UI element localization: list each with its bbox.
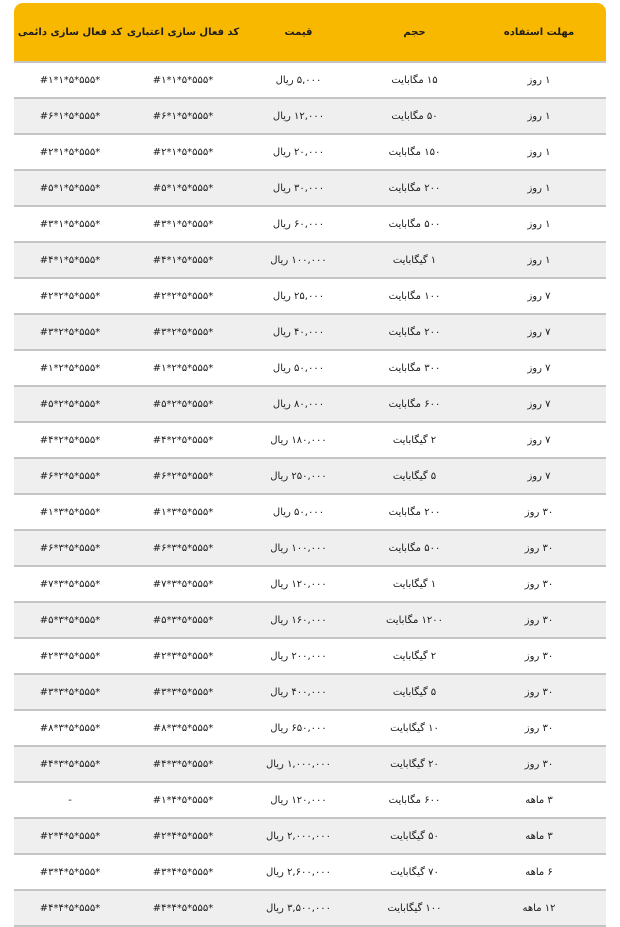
price-cell: ۵۰,۰۰۰ ریال (240, 494, 357, 530)
table-row (14, 62, 606, 98)
table-row (14, 710, 606, 746)
table-row (14, 890, 606, 926)
price-cell: ۱۲۰,۰۰۰ ریال (240, 782, 357, 818)
credit-code-cell: #۳*۳*۵*۵۵۵* (126, 674, 240, 710)
credit-code-cell: #۳*۴*۵*۵۵۵* (126, 854, 240, 890)
price-cell: ۱۸۰,۰۰۰ ریال (240, 422, 357, 458)
volume-cell: ۵ گیگابایت (357, 674, 472, 710)
duration-cell: ۳۰ روز (472, 530, 606, 566)
table-row (14, 350, 606, 386)
price-cell: ۲۵۰,۰۰۰ ریال (240, 458, 357, 494)
permanent-code-cell: #۷*۳*۵*۵۵۵* (14, 566, 126, 602)
volume-cell: ۶۰۰ مگابایت (357, 782, 472, 818)
table-row (14, 314, 606, 350)
duration-cell: ۷ روز (472, 278, 606, 314)
duration-cell: ۳۰ روز (472, 710, 606, 746)
table-row (14, 854, 606, 890)
permanent-code-cell: #۳*۲*۵*۵۵۵* (14, 314, 126, 350)
permanent-code-cell: #۵*۲*۵*۵۵۵* (14, 386, 126, 422)
price-cell: ۸۰,۰۰۰ ریال (240, 386, 357, 422)
duration-cell: ۶ ماهه (472, 854, 606, 890)
duration-cell: ۷ روز (472, 386, 606, 422)
price-cell: ۴۰۰,۰۰۰ ریال (240, 674, 357, 710)
price-cell: ۱۶۰,۰۰۰ ریال (240, 602, 357, 638)
table-row (14, 170, 606, 206)
duration-cell: ۱ روز (472, 134, 606, 170)
volume-cell: ۲۰ گیگابایت (357, 746, 472, 782)
price-cell: ۱۰۰,۰۰۰ ریال (240, 530, 357, 566)
table-row (14, 638, 606, 674)
volume-cell: ۶۰۰ مگابایت (357, 386, 472, 422)
duration-cell: ۳۰ روز (472, 638, 606, 674)
table-row (14, 242, 606, 278)
duration-cell: ۱ روز (472, 206, 606, 242)
price-cell: ۳۰,۰۰۰ ریال (240, 170, 357, 206)
permanent-code-cell: #۶*۲*۵*۵۵۵* (14, 458, 126, 494)
credit-code-cell: #۱*۲*۵*۵۵۵* (126, 350, 240, 386)
duration-cell: ۱ روز (472, 62, 606, 98)
permanent-code-cell: #۲*۲*۵*۵۵۵* (14, 278, 126, 314)
duration-cell: ۱ روز (472, 98, 606, 134)
credit-code-cell: #۳*۲*۵*۵۵۵* (126, 314, 240, 350)
volume-cell: ۵ گیگابایت (357, 458, 472, 494)
duration-cell: ۷ روز (472, 458, 606, 494)
duration-cell: ۳۰ روز (472, 602, 606, 638)
price-cell: ۱,۰۰۰,۰۰۰ ریال (240, 746, 357, 782)
volume-cell: ۱۰۰ مگابایت (357, 278, 472, 314)
credit-code-cell: #۲*۴*۵*۵۵۵* (126, 818, 240, 854)
table-row (14, 566, 606, 602)
volume-cell: ۱ گیگابایت (357, 242, 472, 278)
permanent-code-cell: #۳*۱*۵*۵۵۵* (14, 206, 126, 242)
price-cell: ۱۰۰,۰۰۰ ریال (240, 242, 357, 278)
duration-cell: ۳۰ روز (472, 746, 606, 782)
price-cell: ۲,۰۰۰,۰۰۰ ریال (240, 818, 357, 854)
permanent-code-cell: #۴*۱*۵*۵۵۵* (14, 242, 126, 278)
credit-code-cell: #۴*۱*۵*۵۵۵* (126, 242, 240, 278)
permanent-code-cell: #۲*۴*۵*۵۵۵* (14, 818, 126, 854)
table-row (14, 494, 606, 530)
header-duration: مهلت استفاده (472, 3, 606, 62)
price-cell: ۵,۰۰۰ ریال (240, 62, 357, 98)
table-row (14, 422, 606, 458)
volume-cell: ۱۰ گیگابایت (357, 710, 472, 746)
permanent-code-cell: #۴*۲*۵*۵۵۵* (14, 422, 126, 458)
credit-code-cell: #۴*۴*۵*۵۵۵* (126, 890, 240, 926)
table-row (14, 98, 606, 134)
volume-cell: ۱ گیگابایت (357, 566, 472, 602)
price-cell: ۶۰,۰۰۰ ریال (240, 206, 357, 242)
duration-cell: ۷ روز (472, 314, 606, 350)
table-row (14, 674, 606, 710)
price-cell: ۶۵۰,۰۰۰ ریال (240, 710, 357, 746)
table-body (14, 62, 606, 926)
table-row (14, 206, 606, 242)
permanent-code-cell: #۵*۱*۵*۵۵۵* (14, 170, 126, 206)
permanent-code-cell: #۴*۴*۵*۵۵۵* (14, 890, 126, 926)
table-row (14, 530, 606, 566)
credit-code-cell: #۲*۳*۵*۵۵۵* (126, 638, 240, 674)
volume-cell: ۳۰۰ مگابایت (357, 350, 472, 386)
table-row (14, 458, 606, 494)
volume-cell: ۲۰۰ مگابایت (357, 170, 472, 206)
table-row (14, 782, 606, 818)
permanent-code-cell: #۶*۳*۵*۵۵۵* (14, 530, 126, 566)
permanent-code-cell: #۳*۴*۵*۵۵۵* (14, 854, 126, 890)
permanent-code-cell: #۶*۱*۵*۵۵۵* (14, 98, 126, 134)
duration-cell: ۷ روز (472, 350, 606, 386)
permanent-code-cell: #۱*۳*۵*۵۵۵* (14, 494, 126, 530)
price-cell: ۵۰,۰۰۰ ریال (240, 350, 357, 386)
price-cell: ۱۲۰,۰۰۰ ریال (240, 566, 357, 602)
table-row (14, 386, 606, 422)
credit-code-cell: #۵*۳*۵*۵۵۵* (126, 602, 240, 638)
credit-code-cell: #۲*۱*۵*۵۵۵* (126, 134, 240, 170)
credit-code-cell: #۴*۲*۵*۵۵۵* (126, 422, 240, 458)
volume-cell: ۵۰ مگابایت (357, 98, 472, 134)
duration-cell: ۱ روز (472, 242, 606, 278)
table-row (14, 134, 606, 170)
volume-cell: ۲ گیگابایت (357, 422, 472, 458)
permanent-code-cell: #۱*۲*۵*۵۵۵* (14, 350, 126, 386)
credit-code-cell: #۶*۲*۵*۵۵۵* (126, 458, 240, 494)
table-row (14, 746, 606, 782)
volume-cell: ۵۰۰ مگابایت (357, 530, 472, 566)
volume-cell: ۷۰ گیگابایت (357, 854, 472, 890)
permanent-code-cell: #۱*۱*۵*۵۵۵* (14, 62, 126, 98)
credit-code-cell: #۴*۳*۵*۵۵۵* (126, 746, 240, 782)
volume-cell: ۱۲۰۰ مگابایت (357, 602, 472, 638)
header-volume: حجم (357, 3, 472, 62)
duration-cell: ۳ ماهه (472, 818, 606, 854)
volume-cell: ۲ گیگابایت (357, 638, 472, 674)
table-row (14, 602, 606, 638)
credit-code-cell: #۶*۱*۵*۵۵۵* (126, 98, 240, 134)
volume-cell: ۱۰۰ گیگابایت (357, 890, 472, 926)
volume-cell: ۱۵ مگابایت (357, 62, 472, 98)
duration-cell: ۳۰ روز (472, 674, 606, 710)
credit-code-cell: #۳*۱*۵*۵۵۵* (126, 206, 240, 242)
permanent-code-cell: - (14, 782, 126, 818)
price-cell: ۲,۶۰۰,۰۰۰ ریال (240, 854, 357, 890)
header-permanent-code: کد فعال سازی دائمی (14, 3, 126, 62)
table-row (14, 818, 606, 854)
credit-code-cell: #۱*۱*۵*۵۵۵* (126, 62, 240, 98)
duration-cell: ۳۰ روز (472, 566, 606, 602)
package-table (14, 3, 606, 927)
price-cell: ۳,۵۰۰,۰۰۰ ریال (240, 890, 357, 926)
volume-cell: ۲۰۰ مگابایت (357, 494, 472, 530)
table-row (14, 278, 606, 314)
credit-code-cell: #۸*۳*۵*۵۵۵* (126, 710, 240, 746)
permanent-code-cell: #۳*۳*۵*۵۵۵* (14, 674, 126, 710)
volume-cell: ۲۰۰ مگابایت (357, 314, 472, 350)
credit-code-cell: #۶*۳*۵*۵۵۵* (126, 530, 240, 566)
duration-cell: ۱ روز (472, 170, 606, 206)
permanent-code-cell: #۴*۳*۵*۵۵۵* (14, 746, 126, 782)
permanent-code-cell: #۵*۳*۵*۵۵۵* (14, 602, 126, 638)
price-cell: ۱۲,۰۰۰ ریال (240, 98, 357, 134)
credit-code-cell: #۷*۳*۵*۵۵۵* (126, 566, 240, 602)
price-cell: ۲۵,۰۰۰ ریال (240, 278, 357, 314)
credit-code-cell: #۲*۲*۵*۵۵۵* (126, 278, 240, 314)
price-cell: ۴۰,۰۰۰ ریال (240, 314, 357, 350)
credit-code-cell: #۱*۳*۵*۵۵۵* (126, 494, 240, 530)
table-header (14, 3, 606, 62)
duration-cell: ۳۰ روز (472, 494, 606, 530)
permanent-code-cell: #۸*۳*۵*۵۵۵* (14, 710, 126, 746)
volume-cell: ۱۵۰ مگابایت (357, 134, 472, 170)
price-cell: ۲۰,۰۰۰ ریال (240, 134, 357, 170)
duration-cell: ۱۲ ماهه (472, 890, 606, 926)
header-credit-code: کد فعال سازی اعتباری (126, 3, 240, 62)
credit-code-cell: #۵*۱*۵*۵۵۵* (126, 170, 240, 206)
volume-cell: ۵۰۰ مگابایت (357, 206, 472, 242)
price-cell: ۲۰۰,۰۰۰ ریال (240, 638, 357, 674)
duration-cell: ۳ ماهه (472, 782, 606, 818)
volume-cell: ۵۰ گیگابایت (357, 818, 472, 854)
credit-code-cell: #۵*۲*۵*۵۵۵* (126, 386, 240, 422)
permanent-code-cell: #۲*۱*۵*۵۵۵* (14, 134, 126, 170)
permanent-code-cell: #۲*۳*۵*۵۵۵* (14, 638, 126, 674)
duration-cell: ۷ روز (472, 422, 606, 458)
credit-code-cell: #۱*۴*۵*۵۵۵* (126, 782, 240, 818)
header-price: قیمت (240, 3, 357, 62)
